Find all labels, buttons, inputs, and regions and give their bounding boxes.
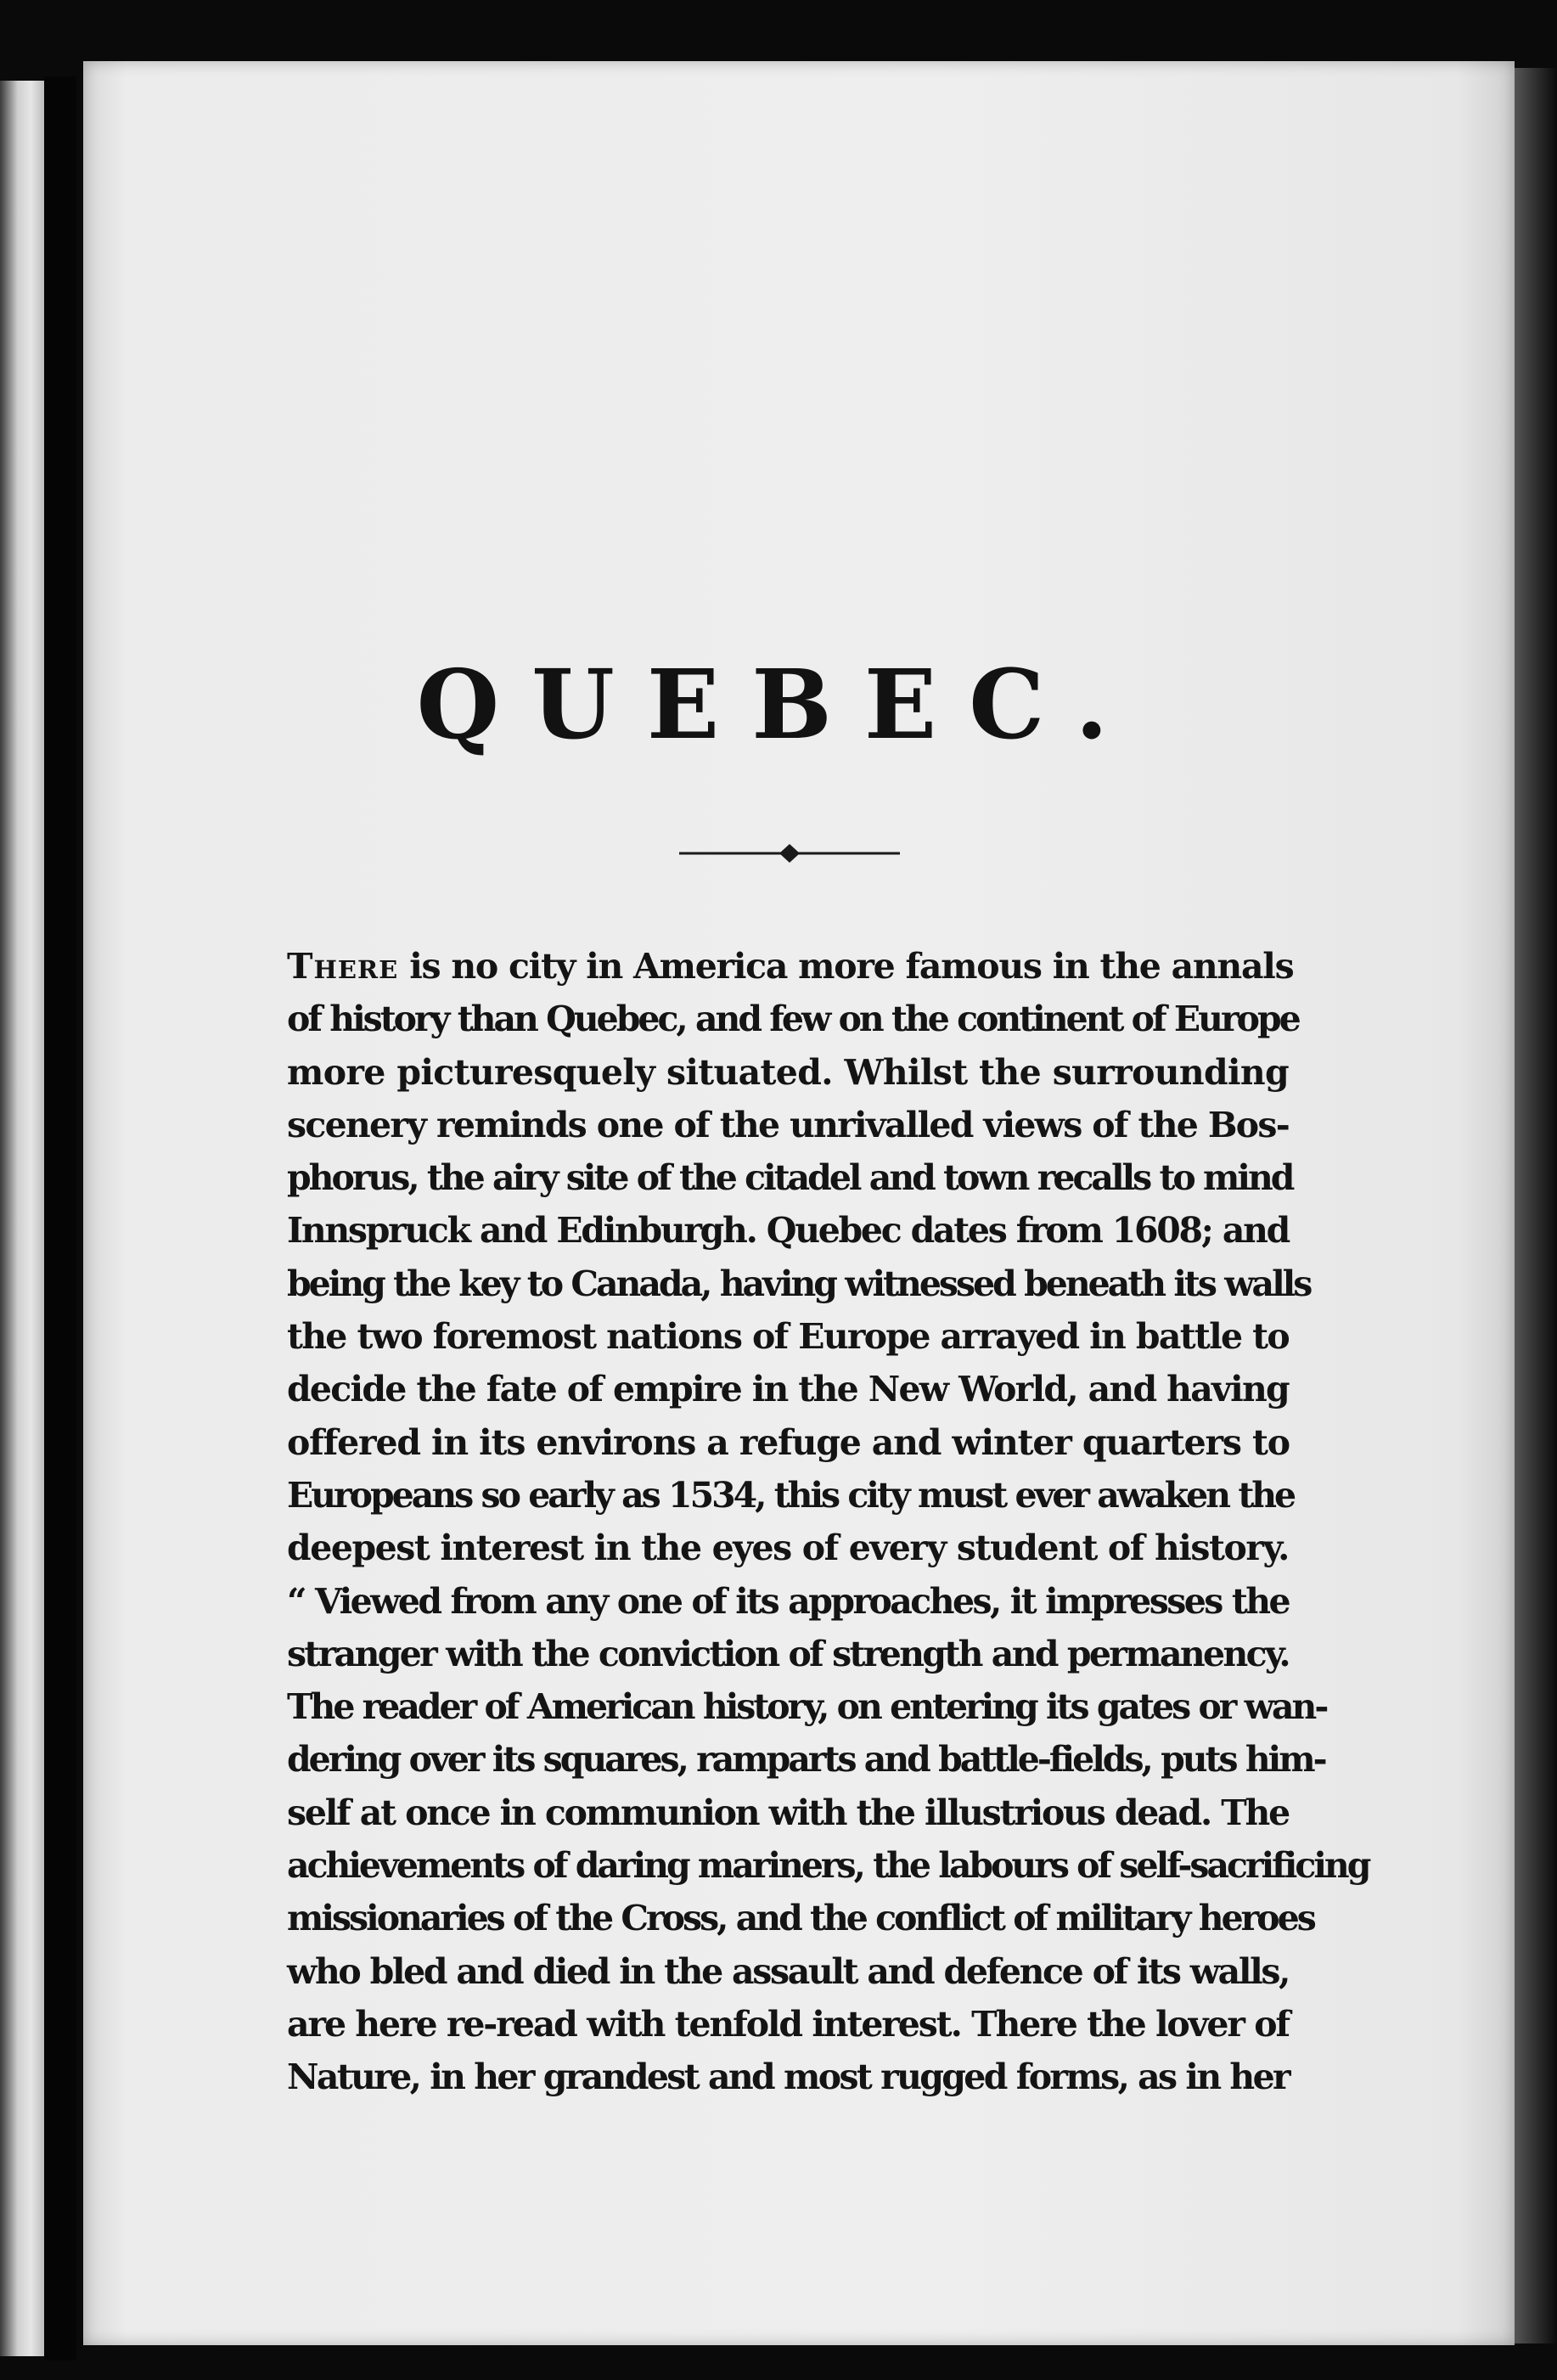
diamond-rule-ornament bbox=[679, 841, 900, 866]
text-line: who bled and died in the assault and defence of its walls, bbox=[287, 1950, 1289, 1992]
book-spine-shadow bbox=[44, 76, 76, 2360]
text-line: of history than Quebec, and few on the continent of Europe bbox=[287, 999, 1299, 1040]
right-page-shadow bbox=[1515, 68, 1557, 2343]
page-title: QUEBEC. bbox=[416, 650, 1141, 761]
text-line: The reader of American history, on entering its gates or wan- bbox=[287, 1686, 1327, 1728]
text-line: phorus, the airy site of the citadel and town recalls to mind bbox=[287, 1157, 1293, 1199]
drop-word: There bbox=[287, 946, 399, 987]
text-line: are here re-read with tenfold interest. There the lover of bbox=[287, 2003, 1289, 2045]
facing-page-edge bbox=[0, 81, 44, 2356]
text-line: There is no city in America more famous in the annals bbox=[287, 946, 1294, 987]
body-paragraph bbox=[287, 940, 1369, 2104]
text-line: achievements of daring mariners, the labours of self-sacrificing bbox=[287, 1845, 1369, 1887]
text-line: being the key to Canada, having witnessed beneath its walls bbox=[287, 1263, 1311, 1304]
text-line: deepest interest in the eyes of every student of history. bbox=[287, 1528, 1289, 1569]
text-line: more picturesquely situated. Whilst the surrounding bbox=[287, 1051, 1289, 1093]
text-line: “ Viewed from any one of its approaches, it impresses the bbox=[287, 1580, 1289, 1622]
text-line: stranger with the conviction of strength and permanency. bbox=[287, 1633, 1289, 1674]
text-line: decide the fate of empire in the New World, and having bbox=[287, 1369, 1289, 1410]
text-line: scenery reminds one of the unrivalled views of the Bos- bbox=[287, 1104, 1289, 1145]
text-line: Europeans so early as 1534, this city must ever awaken the bbox=[287, 1474, 1295, 1516]
text-line: self at once in communion with the illustrious dead. The bbox=[287, 1792, 1289, 1833]
text-line: Innspruck and Edinburgh. Quebec dates from 1608; and bbox=[287, 1210, 1289, 1252]
text-line: the two foremost nations of Europe arrayed in battle to bbox=[287, 1316, 1289, 1358]
text-line: dering over its squares, ramparts and battle-fields, puts him- bbox=[287, 1739, 1325, 1781]
text-line: offered in its environs a refuge and winter quarters to bbox=[287, 1421, 1290, 1463]
text-line: Nature, in her grandest and most rugged forms, as in her bbox=[287, 2056, 1289, 2098]
text-line: missionaries of the Cross, and the conflict of military heroes bbox=[287, 1898, 1314, 1939]
